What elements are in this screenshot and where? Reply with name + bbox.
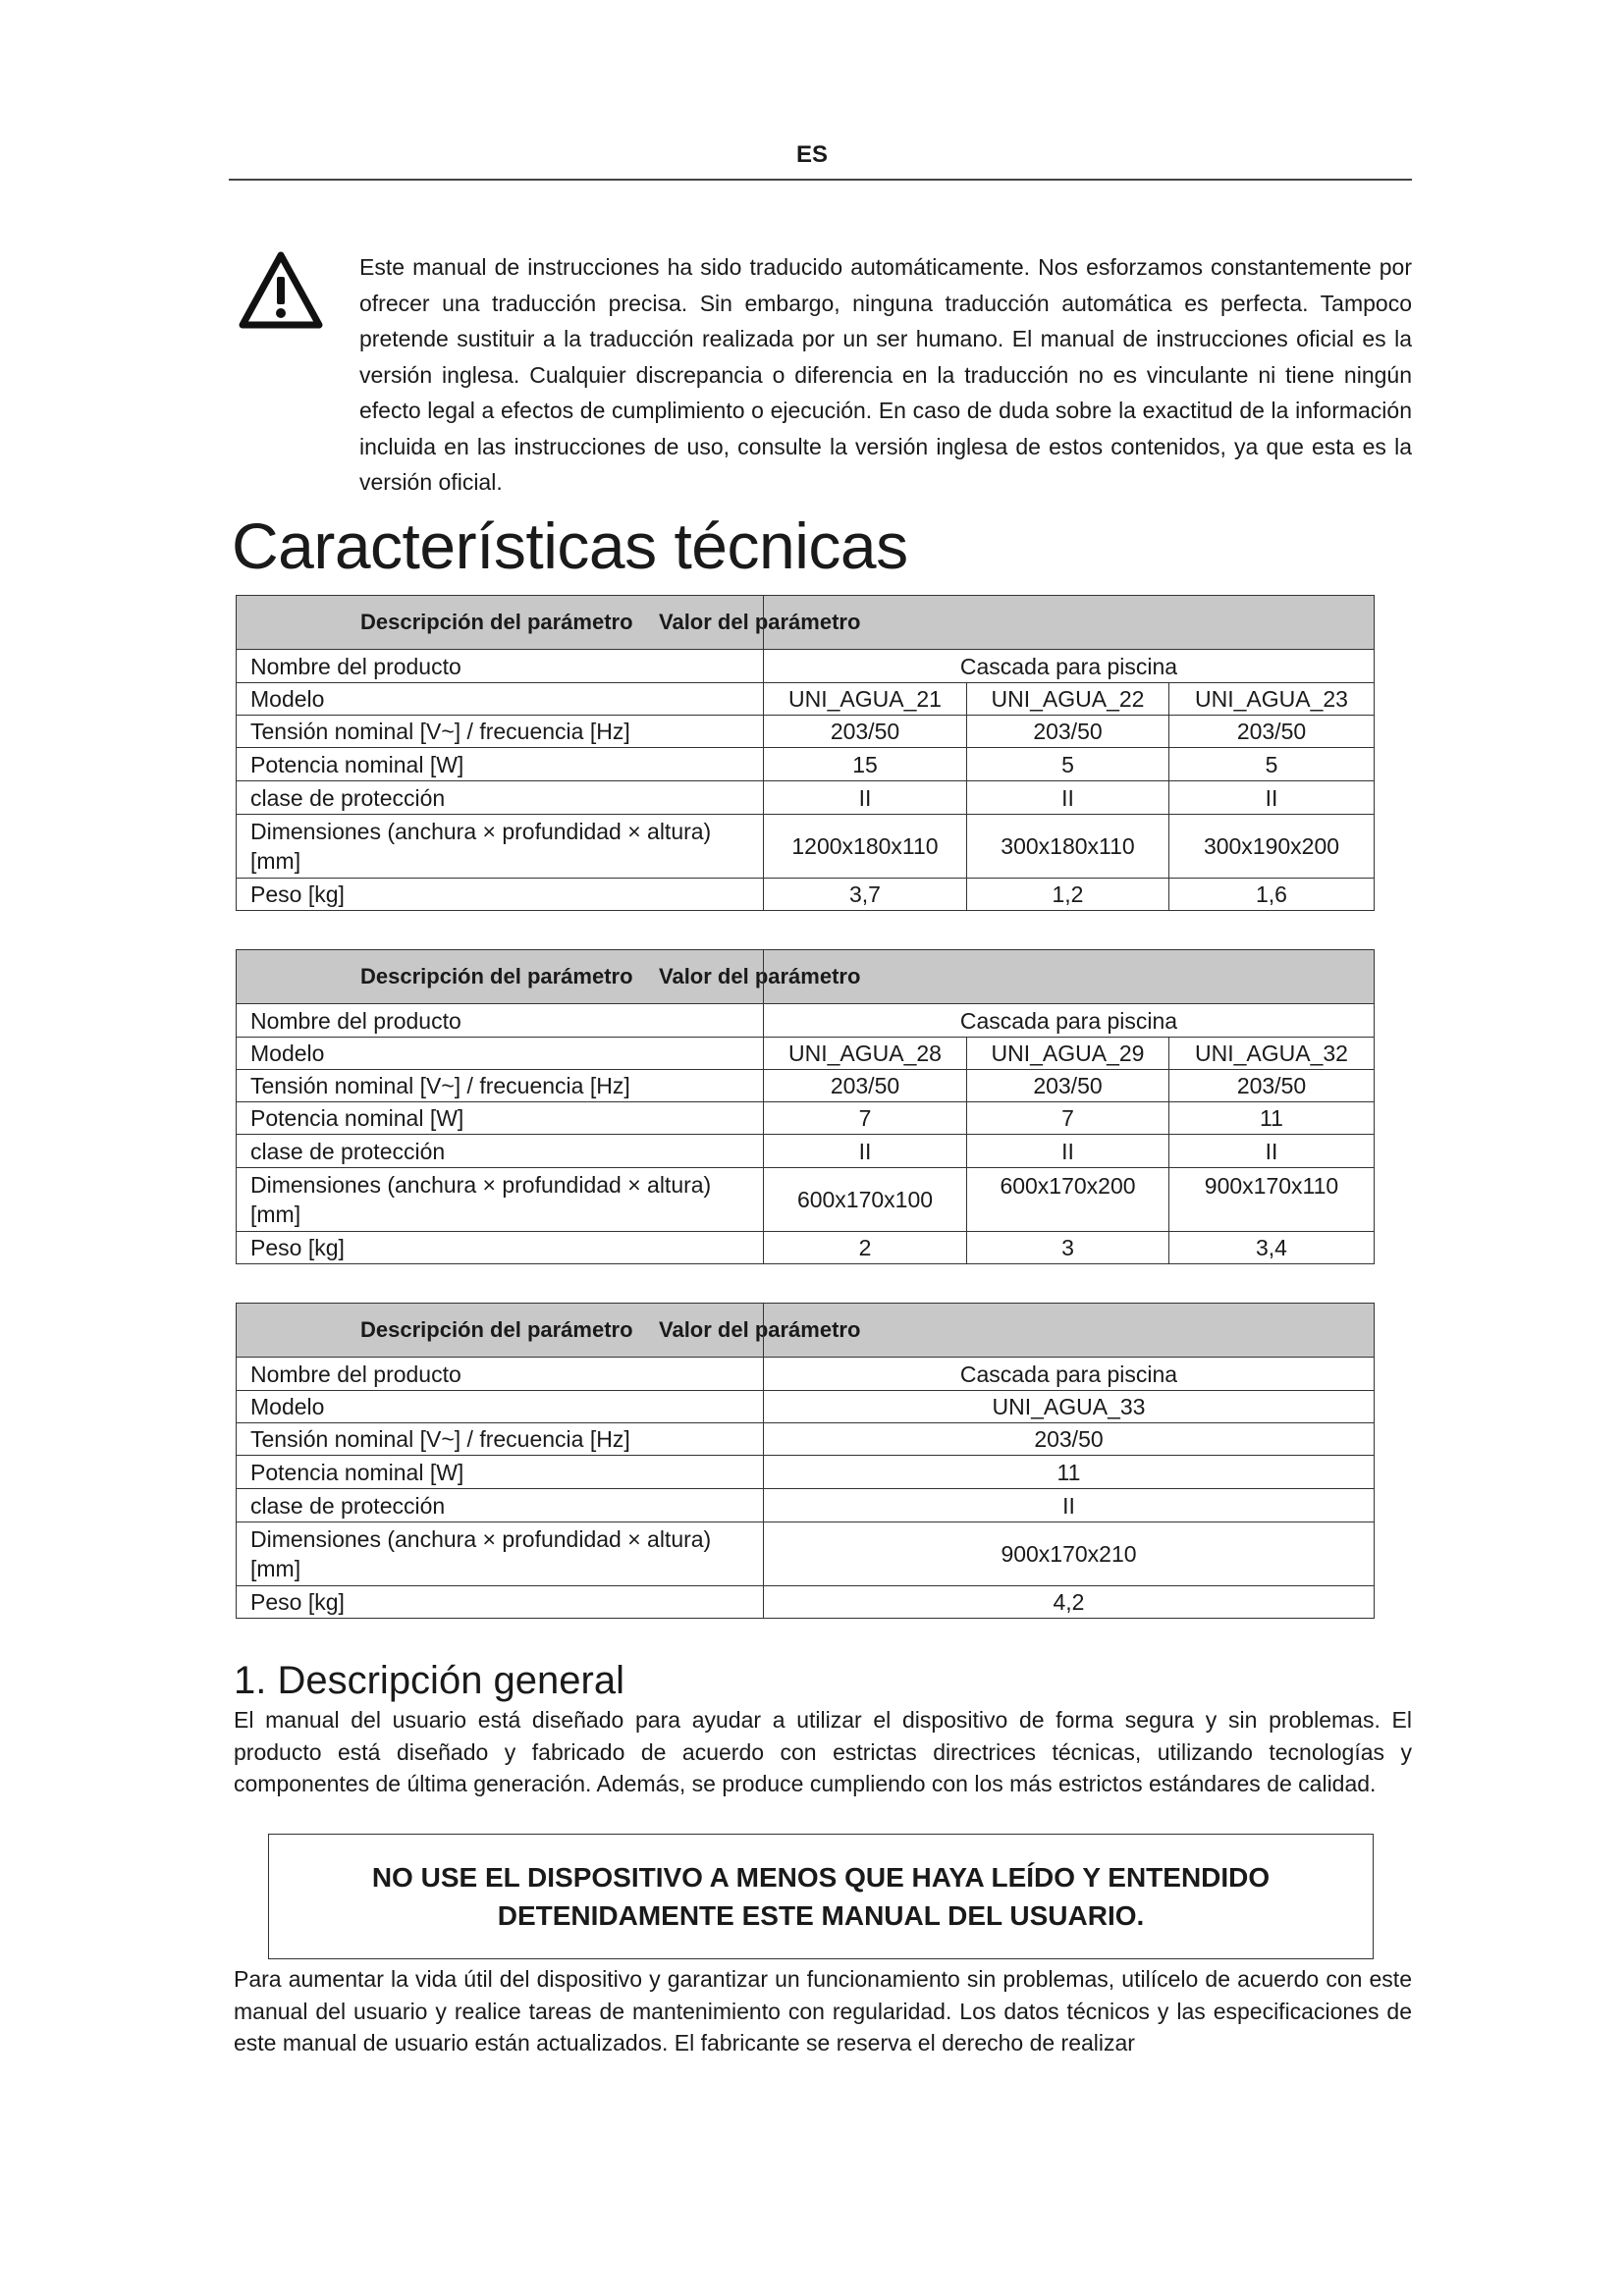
cell-value: II bbox=[764, 1135, 967, 1168]
cell-value: 600x170x100 bbox=[764, 1168, 967, 1232]
cell-value: II bbox=[764, 781, 967, 815]
row-label: clase de protección bbox=[237, 781, 764, 815]
cell-value: UNI_AGUA_29 bbox=[967, 1038, 1169, 1070]
cell-value: UNI_AGUA_22 bbox=[967, 683, 1169, 716]
cell-value: 203/50 bbox=[764, 1423, 1375, 1456]
row-label: Tensión nominal [V~] / frecuencia [Hz] bbox=[237, 716, 764, 748]
table-row bbox=[237, 1586, 1375, 1619]
cell-value: 4,2 bbox=[764, 1586, 1375, 1619]
cell-value: II bbox=[1169, 781, 1375, 815]
cell-value: 7 bbox=[967, 1102, 1169, 1135]
cell-value: 7 bbox=[764, 1102, 967, 1135]
row-label: Potencia nominal [W] bbox=[237, 1456, 764, 1489]
row-label: Potencia nominal [W] bbox=[237, 1102, 764, 1135]
row-label: clase de protección bbox=[237, 1135, 764, 1168]
cell-value: UNI_AGUA_21 bbox=[764, 683, 967, 716]
cell-value: 2 bbox=[764, 1232, 967, 1264]
row-label: Nombre del producto bbox=[237, 1004, 764, 1038]
cell-value: II bbox=[764, 1489, 1375, 1522]
header-param-value: Valor del parámetro bbox=[659, 610, 861, 634]
notice-line-1: NO USE EL DISPOSITIVO A MENOS QUE HAYA LEÍDO Y ENTENDIDO bbox=[371, 1862, 1271, 1893]
cell-value: 203/50 bbox=[967, 716, 1169, 748]
cell-value: II bbox=[967, 781, 1169, 815]
cell-value: 15 bbox=[764, 748, 967, 781]
row-label: Dimensiones (anchura × profundidad × altura) [mm] bbox=[237, 1522, 764, 1586]
cell-value: 3,4 bbox=[1169, 1232, 1375, 1264]
notice-line-2: DETENIDAMENTE ESTE MANUAL DEL USUARIO. bbox=[497, 1900, 1145, 1931]
table-row bbox=[237, 1070, 1375, 1102]
table-row bbox=[237, 781, 1375, 815]
table-header-row bbox=[237, 596, 1375, 650]
table-row bbox=[237, 748, 1375, 781]
cell-value: 900x170x110 bbox=[1169, 1168, 1375, 1232]
table-row bbox=[237, 1423, 1375, 1456]
cell-value: 203/50 bbox=[764, 716, 967, 748]
header-param-value: Valor del parámetro bbox=[659, 1317, 861, 1342]
table-row bbox=[237, 650, 1375, 683]
table-row bbox=[237, 1135, 1375, 1168]
table-row bbox=[237, 1038, 1375, 1070]
translation-disclaimer: Este manual de instrucciones ha sido traducido automáticamente. Nos esforzamos constantemente por ofrecer una traducción precisa. Sin embargo, ninguna traducción automática es perfecta. Tampoco pretende sustituir a la traducción realizada por un ser humano. El manual de instrucciones oficial es la versión inglesa. Cualquier discrepancia o diferencia en la traducción no es vinculante ni tiene ningún efecto legal a efectos de cumplimiento o ejecución. En caso de duda sobre la exactitud de la información incluida en las instrucciones de uso, consulte la versión inglesa de estos contenidos, ya que esta es la versión oficial. bbox=[359, 254, 1412, 495]
cell-value: 1200x180x110 bbox=[764, 815, 967, 879]
read-manual-notice-box bbox=[268, 1834, 1374, 1959]
section-heading-general-description: 1. Descripción general bbox=[234, 1659, 624, 1702]
row-label: Potencia nominal [W] bbox=[237, 748, 764, 781]
cell-value: Cascada para piscina bbox=[764, 1004, 1375, 1038]
row-label: Nombre del producto bbox=[237, 1358, 764, 1391]
header-param-description: Descripción del parámetro bbox=[360, 964, 633, 988]
cell-value: 300x180x110 bbox=[967, 815, 1169, 879]
table-row bbox=[237, 1391, 1375, 1423]
cell-value: UNI_AGUA_33 bbox=[764, 1391, 1375, 1423]
row-label: Modelo bbox=[237, 1391, 764, 1423]
cell-value: 203/50 bbox=[764, 1070, 967, 1102]
cell-value: UNI_AGUA_23 bbox=[1169, 683, 1375, 716]
cell-value: 1,2 bbox=[967, 879, 1169, 911]
row-label: Peso [kg] bbox=[237, 1586, 764, 1619]
general-description-paragraph: El manual del usuario está diseñado para ayudar a utilizar el dispositivo de forma segura y sin problemas. El producto está diseñado y fabricado de acuerdo con estrictas directrices técnicas, utilizando tecnologías y componentes de última generación. Además, se produce cumpliendo con los más estrictos estándares de calidad. bbox=[234, 1707, 1412, 1796]
cell-value: II bbox=[967, 1135, 1169, 1168]
table-row bbox=[237, 1168, 1375, 1232]
header-divider-line bbox=[763, 950, 764, 1003]
table-header-row bbox=[237, 950, 1375, 1004]
table-row bbox=[237, 879, 1375, 911]
cell-value: 1,6 bbox=[1169, 879, 1375, 911]
header-divider-line bbox=[763, 1304, 764, 1357]
spec-table-1 bbox=[236, 595, 1375, 911]
row-label: Modelo bbox=[237, 683, 764, 716]
cell-value: 300x190x200 bbox=[1169, 815, 1375, 879]
row-label: Peso [kg] bbox=[237, 1232, 764, 1264]
table-row bbox=[237, 683, 1375, 716]
header-param-description: Descripción del parámetro bbox=[360, 1317, 633, 1342]
cell-value: 11 bbox=[1169, 1102, 1375, 1135]
header-param-description: Descripción del parámetro bbox=[360, 610, 633, 634]
cell-value: 3 bbox=[967, 1232, 1169, 1264]
table-row bbox=[237, 1232, 1375, 1264]
spec-table-2 bbox=[236, 949, 1375, 1264]
cell-value: 5 bbox=[1169, 748, 1375, 781]
cell-value: 3,7 bbox=[764, 879, 967, 911]
row-label: clase de protección bbox=[237, 1489, 764, 1522]
row-label: Peso [kg] bbox=[237, 879, 764, 911]
cell-value: 11 bbox=[764, 1456, 1375, 1489]
table-row bbox=[237, 1358, 1375, 1391]
header-divider-line bbox=[763, 596, 764, 649]
table-row bbox=[237, 1456, 1375, 1489]
row-label: Dimensiones (anchura × profundidad × altura) [mm] bbox=[237, 1168, 764, 1232]
cell-value: UNI_AGUA_32 bbox=[1169, 1038, 1375, 1070]
maintenance-paragraph: Para aumentar la vida útil del dispositivo y garantizar un funcionamiento sin problemas, utilícelo de acuerdo con este manual del usuario y realice tareas de mantenimiento con regularidad. Los datos técnicos y las especificaciones de este manual de usuario están actualizados. El fabricante se reserva el derecho de realizar bbox=[234, 1966, 1412, 2056]
row-label: Nombre del producto bbox=[237, 650, 764, 683]
cell-value: 203/50 bbox=[967, 1070, 1169, 1102]
table-header-row bbox=[237, 1304, 1375, 1358]
cell-value: Cascada para piscina bbox=[764, 650, 1375, 683]
table-row bbox=[237, 1102, 1375, 1135]
cell-value: 203/50 bbox=[1169, 1070, 1375, 1102]
page-title: Características técnicas bbox=[232, 509, 908, 582]
header-language-code: ES bbox=[795, 141, 828, 168]
warning-triangle-icon bbox=[239, 251, 323, 330]
cell-value: 5 bbox=[967, 748, 1169, 781]
row-label: Dimensiones (anchura × profundidad × altura) [mm] bbox=[237, 815, 764, 879]
cell-value: UNI_AGUA_28 bbox=[764, 1038, 967, 1070]
spec-table-3 bbox=[236, 1303, 1375, 1619]
cell-value: II bbox=[1169, 1135, 1375, 1168]
row-label: Tensión nominal [V~] / frecuencia [Hz] bbox=[237, 1423, 764, 1456]
table-row bbox=[237, 1004, 1375, 1038]
cell-value: 203/50 bbox=[1169, 716, 1375, 748]
table-row bbox=[237, 1522, 1375, 1586]
row-label: Tensión nominal [V~] / frecuencia [Hz] bbox=[237, 1070, 764, 1102]
header-param-value: Valor del parámetro bbox=[659, 964, 861, 988]
row-label: Modelo bbox=[237, 1038, 764, 1070]
cell-value: 600x170x200 bbox=[967, 1168, 1169, 1232]
cell-value: Cascada para piscina bbox=[764, 1358, 1375, 1391]
cell-value: 900x170x210 bbox=[764, 1522, 1375, 1586]
header-divider bbox=[229, 179, 1412, 181]
table-row bbox=[237, 1489, 1375, 1522]
table-row bbox=[237, 716, 1375, 748]
table-row bbox=[237, 815, 1375, 879]
